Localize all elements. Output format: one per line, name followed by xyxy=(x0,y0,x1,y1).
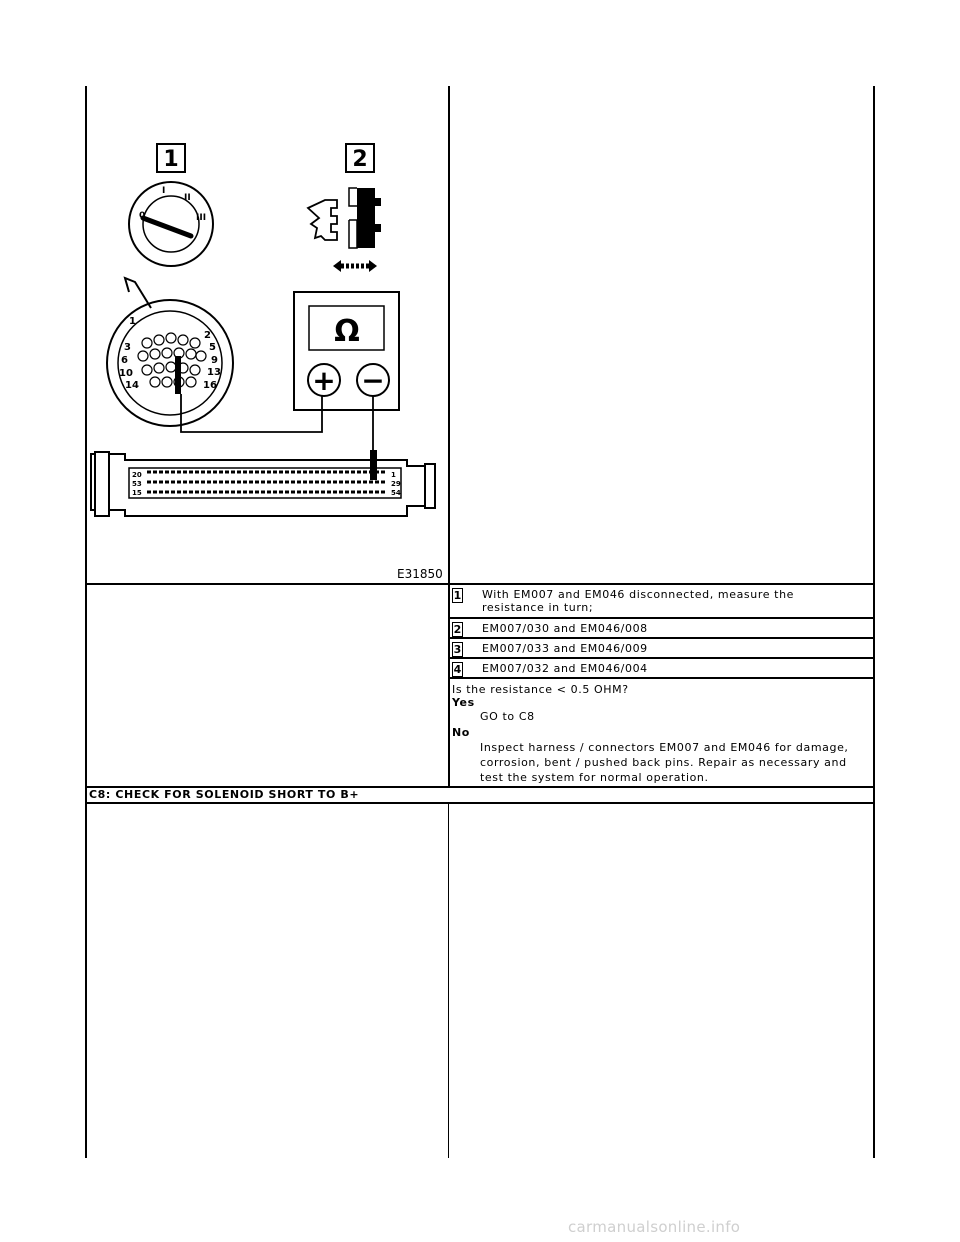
ecm-pin-29: 29 xyxy=(391,480,401,488)
step-row-3 xyxy=(450,639,874,657)
step-text-continued: resistance in turn; xyxy=(482,601,594,614)
section-heading: C8: CHECK FOR SOLENOID SHORT TO B+ xyxy=(89,788,360,801)
ignition-label-ii: II xyxy=(184,193,191,203)
ecm-pin-20: 20 xyxy=(132,471,142,479)
multimeter-icon xyxy=(294,292,399,410)
figure-id: E31850 xyxy=(397,567,443,581)
minus-icon: − xyxy=(361,364,385,397)
round-connector-icon xyxy=(107,278,233,426)
step-row-1 xyxy=(450,585,874,617)
ohm-icon: Ω xyxy=(334,314,360,349)
pin-label-10: 10 xyxy=(119,368,133,379)
plus-icon: + xyxy=(312,364,336,397)
callout-2-box xyxy=(346,144,374,172)
pin-label-9: 9 xyxy=(211,355,218,366)
step-divider xyxy=(448,677,875,679)
step-text: EM007/033 and EM046/009 xyxy=(482,642,648,655)
step-text: EM007/032 and EM046/004 xyxy=(482,662,648,675)
pin-label-5: 5 xyxy=(209,342,216,353)
pin-label-2: 2 xyxy=(204,330,211,341)
wiring-test-figure xyxy=(87,88,448,583)
step-row-4 xyxy=(450,659,874,677)
ecm-pin-1: 1 xyxy=(391,471,396,479)
step-row-2 xyxy=(450,619,874,637)
column-divider-top xyxy=(448,86,450,786)
callout-1-box xyxy=(157,144,185,172)
ignition-switch-icon xyxy=(129,182,213,266)
no-label: No xyxy=(452,726,470,739)
no-action-line3: test the system for normal operation. xyxy=(480,771,709,784)
watermark: carmanualsonline.info xyxy=(568,1218,741,1236)
yes-action: GO to C8 xyxy=(480,710,535,723)
column-divider-bottom xyxy=(448,804,449,1158)
ecm-connector-icon xyxy=(91,450,435,516)
ecm-pin-53: 53 xyxy=(132,480,142,488)
row-divider-heading-bottom xyxy=(85,802,875,804)
test-leads xyxy=(181,394,373,454)
step-number: 3 xyxy=(453,643,462,656)
pin-label-13: 13 xyxy=(207,367,221,378)
no-action-line1: Inspect harness / connectors EM007 and EM046 for damage, xyxy=(480,741,849,754)
no-action-line2: corrosion, bent / pushed back pins. Repair as necessary and xyxy=(480,756,847,769)
ecm-pin-15: 15 xyxy=(132,489,142,497)
step-number: 1 xyxy=(453,589,462,602)
yes-label: Yes xyxy=(452,696,475,709)
ignition-label-iii: III xyxy=(196,213,207,223)
callout-1-label: 1 xyxy=(163,147,179,172)
pin-label-16: 16 xyxy=(203,380,217,391)
step-number: 2 xyxy=(453,623,462,636)
pin-label-1: 1 xyxy=(129,316,136,327)
pin-label-14: 14 xyxy=(125,380,139,391)
step-text: EM007/030 and EM046/008 xyxy=(482,622,648,635)
step-text: With EM007 and EM046 disconnected, measure the xyxy=(482,588,795,601)
ignition-label-i: I xyxy=(162,186,166,196)
pin-label-6: 6 xyxy=(121,355,128,366)
disconnect-connector-icon xyxy=(308,188,381,272)
pin-label-3: 3 xyxy=(124,342,131,353)
callout-2-label: 2 xyxy=(352,147,368,172)
ecm-pin-54: 54 xyxy=(391,489,401,497)
step-number: 4 xyxy=(453,663,462,676)
question-text: Is the resistance < 0.5 OHM? xyxy=(452,683,629,696)
ignition-label-0: 0 xyxy=(139,211,146,221)
